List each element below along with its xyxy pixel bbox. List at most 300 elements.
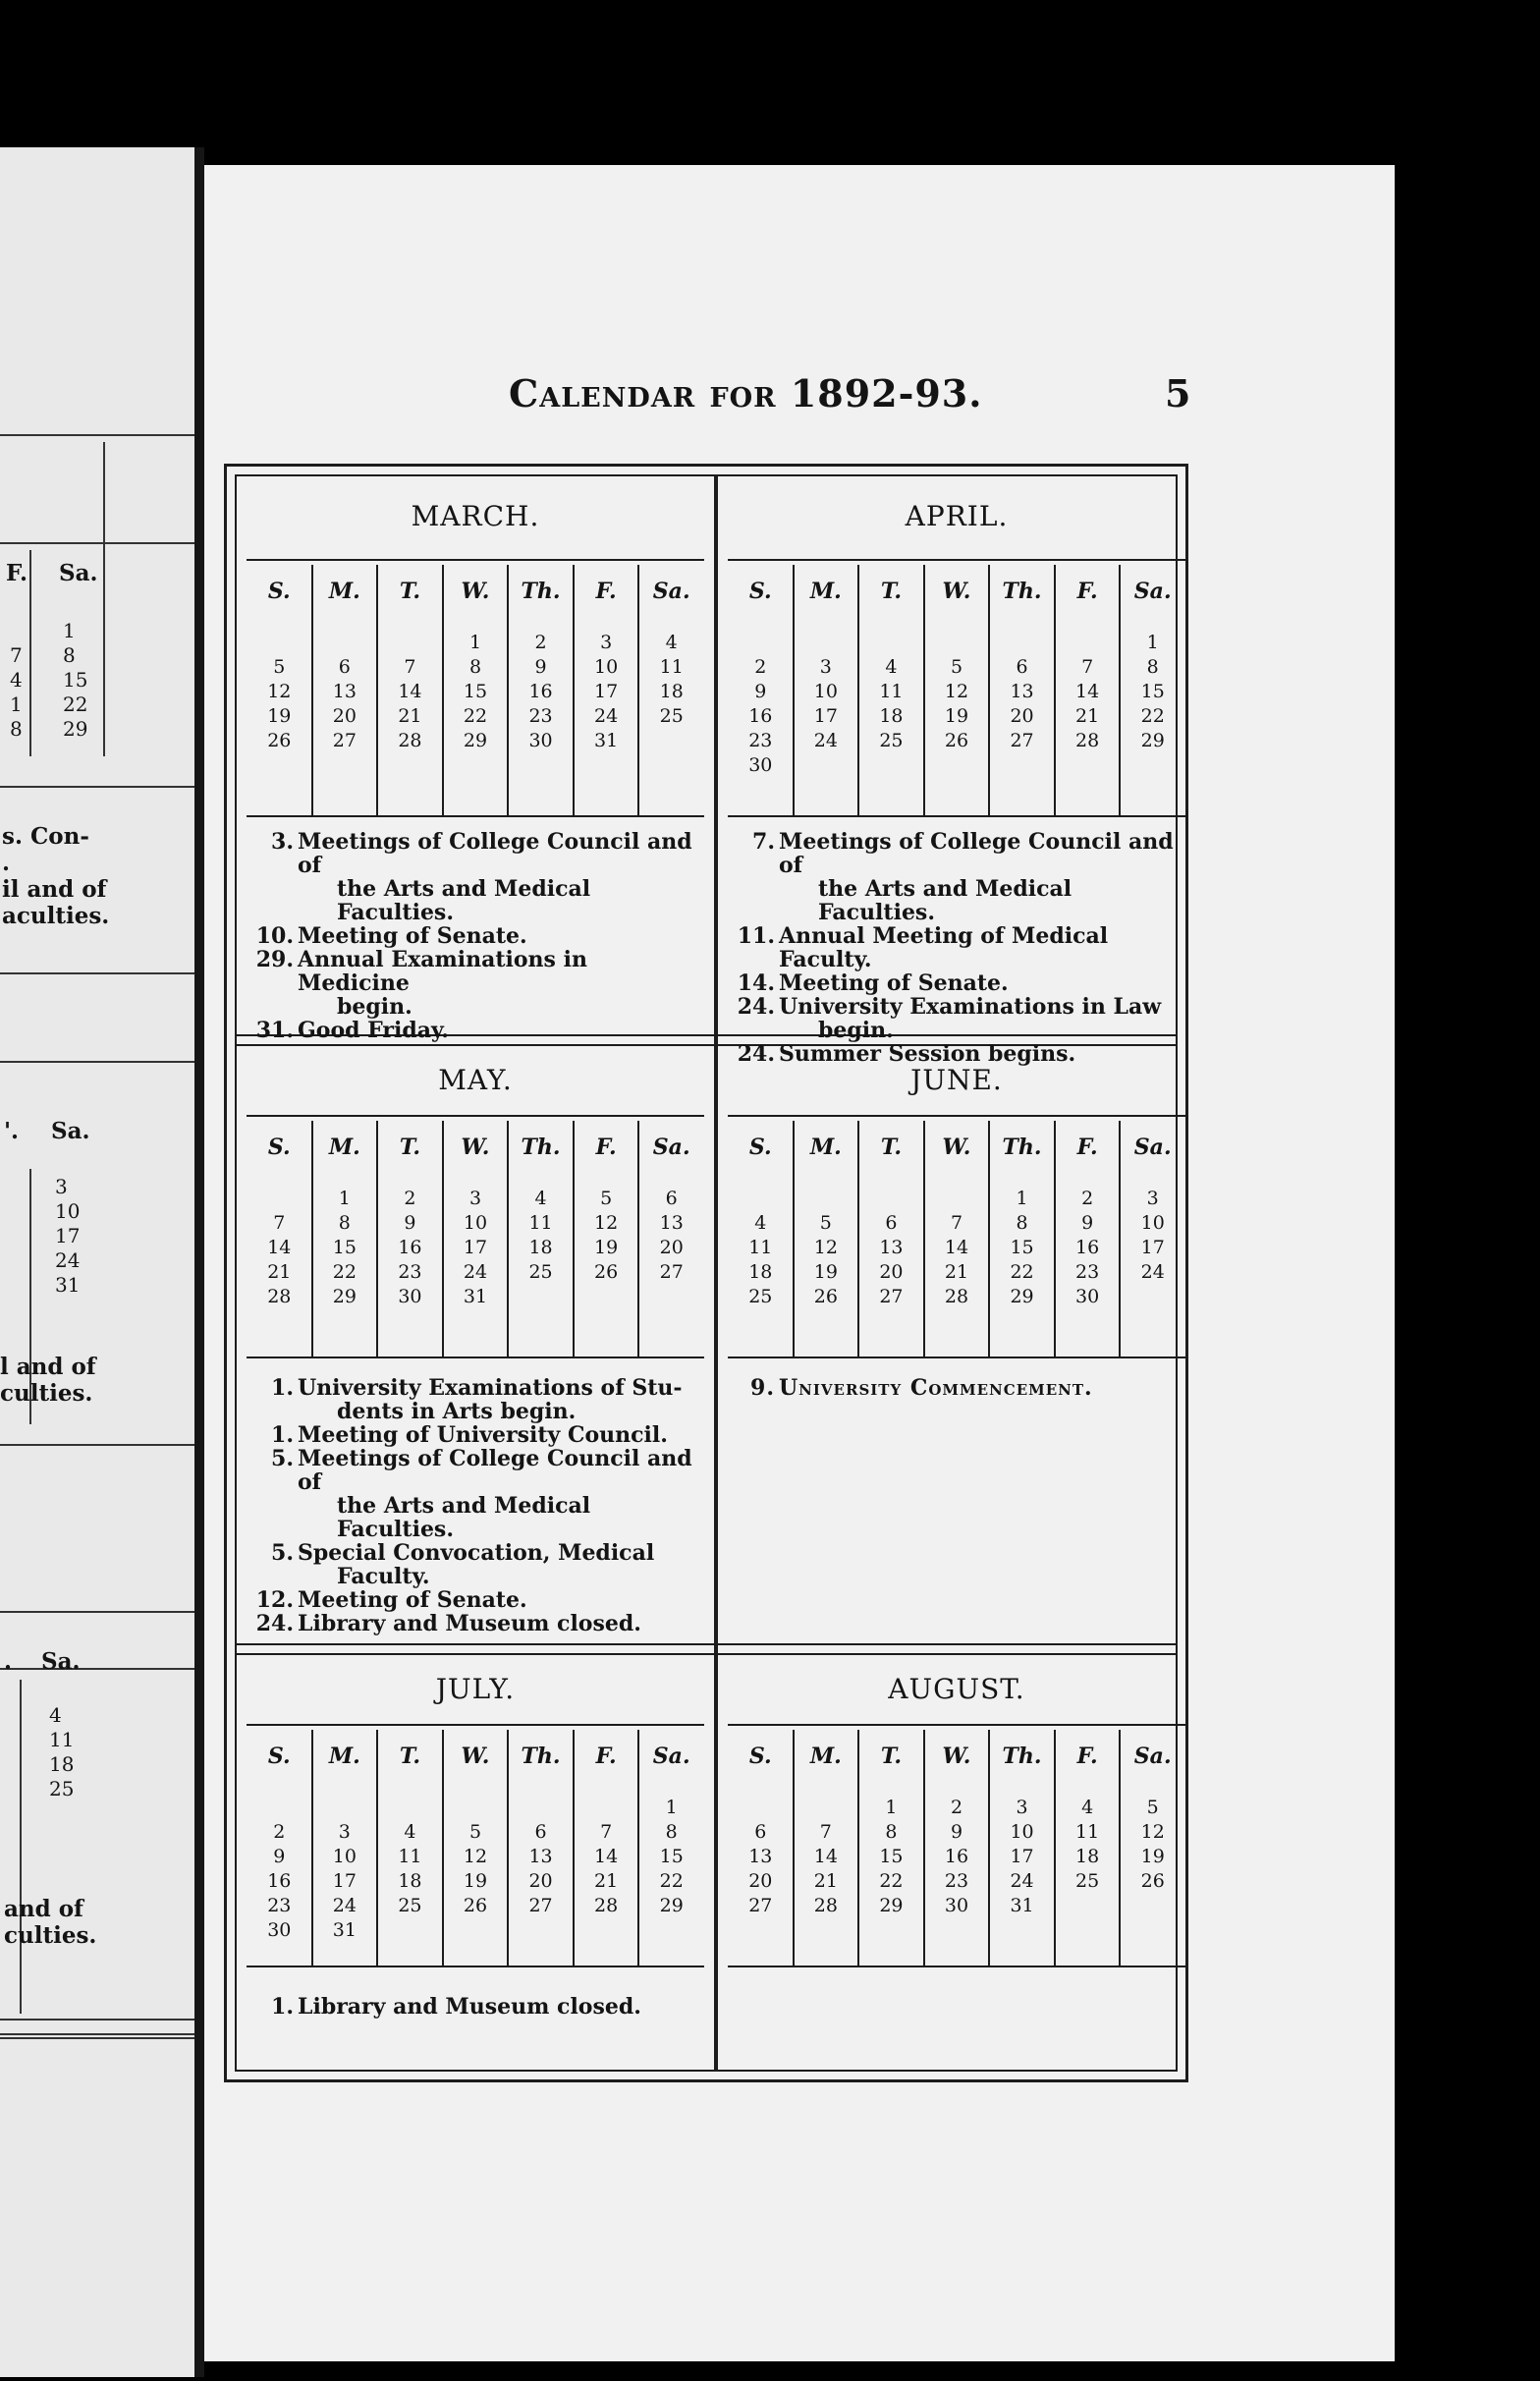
weekday-column xyxy=(247,1730,312,1966)
strip-event-text: . xyxy=(2,850,11,876)
weekday-column xyxy=(574,1121,639,1357)
grid-bottom-rule xyxy=(728,815,1185,817)
day-number: 30 xyxy=(748,754,773,776)
day-number: 9 xyxy=(754,681,767,702)
weekday-column xyxy=(858,1121,924,1357)
day-number: 19 xyxy=(267,705,292,727)
event-text: the Arts and Medical Faculties. xyxy=(337,876,591,925)
day-number: 29 xyxy=(332,1286,357,1307)
event-item xyxy=(254,1612,704,1635)
strip-day-number: 15 xyxy=(63,668,88,692)
month-title: MAY. xyxy=(438,1064,513,1096)
weekday-column xyxy=(728,1730,794,1966)
day-number: 20 xyxy=(659,1237,684,1258)
event-item xyxy=(254,1995,704,2019)
day-number: 10 xyxy=(463,1212,488,1234)
month-title: APRIL. xyxy=(905,500,1009,532)
weekday-header: F. xyxy=(595,579,617,604)
day-grid xyxy=(247,565,704,815)
day-number: 7 xyxy=(404,656,416,678)
day-number: 8 xyxy=(1016,1212,1028,1234)
day-number: 25 xyxy=(879,730,904,751)
weekday-column xyxy=(728,1121,794,1357)
day-number: 16 xyxy=(748,705,773,727)
day-number: 23 xyxy=(944,1870,969,1892)
day-number: 17 xyxy=(1010,1846,1034,1867)
strip-day-number: 4 xyxy=(49,1703,62,1727)
day-number: 11 xyxy=(398,1846,422,1867)
event-day: 14. xyxy=(737,970,775,996)
day-grid xyxy=(728,1730,1185,1966)
day-number: 2 xyxy=(1081,1188,1094,1209)
day-number: 13 xyxy=(528,1846,553,1867)
day-number: 7 xyxy=(1081,656,1094,678)
strip-day-number: 31 xyxy=(55,1273,81,1297)
event-day: 5. xyxy=(271,1446,294,1471)
day-number: 9 xyxy=(534,656,547,678)
strip-day-number: 8 xyxy=(63,643,76,667)
event-day: 1. xyxy=(271,1375,294,1401)
weekday-header: Sa. xyxy=(1133,579,1172,604)
day-number: 1 xyxy=(468,632,482,653)
day-number: 4 xyxy=(665,632,678,653)
weekday-header: Th. xyxy=(521,579,561,604)
event-day: 11. xyxy=(737,923,775,949)
weekday-header: Sa. xyxy=(1133,1135,1172,1160)
day-number: 21 xyxy=(398,705,422,727)
weekday-header: F. xyxy=(1076,1135,1098,1160)
event-text: Faculty. xyxy=(337,1564,430,1589)
day-number: 28 xyxy=(1075,730,1100,751)
weekday-header: F. xyxy=(1076,1744,1098,1769)
event-text: Meeting of University Council. xyxy=(298,1422,668,1448)
day-number: 6 xyxy=(754,1821,767,1843)
strip-day-number: 1 xyxy=(63,619,76,642)
page-number: 5 xyxy=(1165,371,1191,415)
strip-day-header: . xyxy=(4,1648,13,1675)
weekday-header: S. xyxy=(267,1135,291,1160)
day-number: 2 xyxy=(273,1821,286,1843)
day-number: 4 xyxy=(1081,1797,1094,1818)
day-number: 3 xyxy=(468,1188,482,1209)
event-text: Meeting of Senate. xyxy=(298,1587,527,1613)
weekday-header: M. xyxy=(809,579,842,604)
weekday-column xyxy=(1055,1730,1121,1966)
day-number: 21 xyxy=(267,1261,292,1283)
day-number: 30 xyxy=(1075,1286,1100,1307)
day-number: 7 xyxy=(950,1212,963,1234)
weekday-header: F. xyxy=(595,1135,617,1160)
event-text: Annual Meeting of Medical Faculty. xyxy=(779,923,1109,972)
month-title-rule xyxy=(728,559,1185,561)
day-number: 6 xyxy=(534,1821,547,1843)
day-number: 21 xyxy=(594,1870,619,1892)
day-number: 8 xyxy=(1146,656,1159,678)
event-text: Meetings of College Council and of xyxy=(298,829,692,878)
day-number: 9 xyxy=(404,1212,416,1234)
event-list xyxy=(736,1376,1185,1400)
day-number: 1 xyxy=(338,1188,351,1209)
month-block-june xyxy=(718,1042,1195,1643)
day-number: 24 xyxy=(332,1895,357,1916)
day-number: 14 xyxy=(813,1846,838,1867)
day-number: 7 xyxy=(819,1821,832,1843)
grid-bottom-rule xyxy=(728,1966,1185,1967)
weekday-header: S. xyxy=(267,1744,291,1769)
event-text: Meeting of Senate. xyxy=(779,970,1009,996)
grid-bottom-rule xyxy=(247,1966,704,1967)
day-number: 3 xyxy=(1016,1797,1028,1818)
day-number: 13 xyxy=(1010,681,1034,702)
day-number: 8 xyxy=(885,1821,898,1843)
day-number: 18 xyxy=(659,681,684,702)
weekday-header: T. xyxy=(880,1135,903,1160)
day-number: 23 xyxy=(398,1261,422,1283)
grid-bottom-rule xyxy=(728,1357,1185,1358)
event-day: 24. xyxy=(255,1611,294,1636)
day-number: 27 xyxy=(1010,730,1034,751)
event-text: Meetings of College Council and of xyxy=(779,829,1174,878)
day-number: 29 xyxy=(463,730,488,751)
month-title-rule xyxy=(247,559,704,561)
event-day: 24. xyxy=(737,994,775,1020)
weekday-header: Th. xyxy=(521,1744,561,1769)
weekday-header: M. xyxy=(328,1135,360,1160)
event-list xyxy=(736,830,1185,1066)
day-number: 18 xyxy=(748,1261,773,1283)
day-number: 16 xyxy=(267,1870,292,1892)
weekday-column xyxy=(858,1730,924,1966)
month-title: JULY. xyxy=(435,1673,516,1705)
day-number: 4 xyxy=(885,656,898,678)
day-number: 28 xyxy=(267,1286,292,1307)
weekday-header: Th. xyxy=(1002,579,1042,604)
weekday-column xyxy=(377,1121,443,1357)
strip-event-text: l and of xyxy=(0,1354,96,1380)
day-number: 17 xyxy=(1140,1237,1165,1258)
weekday-column xyxy=(1055,1121,1121,1357)
strip-event-text: aculties. xyxy=(2,903,110,929)
day-number: 24 xyxy=(463,1261,488,1283)
event-item xyxy=(736,971,1185,995)
day-number: 24 xyxy=(1140,1261,1165,1283)
weekday-header: T. xyxy=(399,1135,421,1160)
day-number: 18 xyxy=(879,705,904,727)
day-number: 10 xyxy=(594,656,619,678)
day-number: 6 xyxy=(665,1188,678,1209)
weekday-header: T. xyxy=(880,1744,903,1769)
day-number: 17 xyxy=(813,705,838,727)
day-number: 23 xyxy=(528,705,553,727)
weekday-header: M. xyxy=(809,1135,842,1160)
day-number: 19 xyxy=(463,1870,488,1892)
day-number: 28 xyxy=(594,1895,619,1916)
day-number: 20 xyxy=(528,1870,553,1892)
strip-rule xyxy=(0,1061,194,1063)
event-day: 5. xyxy=(271,1540,294,1566)
day-number: 7 xyxy=(600,1821,613,1843)
day-number: 28 xyxy=(398,730,422,751)
strip-column-rule xyxy=(20,1680,22,2014)
month-block-may xyxy=(237,1042,714,1643)
event-text: Special Convocation, Medical xyxy=(298,1540,655,1566)
strip-rule xyxy=(0,786,194,788)
day-number: 9 xyxy=(950,1821,963,1843)
day-number: 12 xyxy=(944,681,969,702)
weekday-column xyxy=(312,565,378,815)
day-number: 7 xyxy=(273,1212,286,1234)
day-number: 27 xyxy=(879,1286,904,1307)
strip-rule xyxy=(0,1444,194,1446)
day-number: 3 xyxy=(1146,1188,1159,1209)
strip-day-number: 29 xyxy=(63,717,88,741)
day-number: 12 xyxy=(594,1212,619,1234)
weekday-column xyxy=(728,565,794,815)
calendar-inner-frame xyxy=(235,474,1178,2072)
event-item xyxy=(736,995,1185,1042)
event-item xyxy=(254,1019,704,1042)
strip-day-header: Sa. xyxy=(51,1118,90,1144)
strip-day-number: 8 xyxy=(10,717,23,741)
day-number: 3 xyxy=(600,632,613,653)
day-number: 15 xyxy=(463,681,488,702)
event-list xyxy=(254,1376,704,1635)
day-number: 31 xyxy=(332,1919,357,1941)
day-number: 15 xyxy=(659,1846,684,1867)
event-text: Good Friday. xyxy=(298,1018,449,1043)
weekday-column xyxy=(989,565,1055,815)
strip-rule xyxy=(0,2037,194,2039)
event-item xyxy=(254,1541,704,1588)
weekday-column xyxy=(989,1730,1055,1966)
day-number: 22 xyxy=(463,705,488,727)
day-number: 26 xyxy=(267,730,292,751)
day-number: 6 xyxy=(1016,656,1028,678)
strip-event-text: s. Con- xyxy=(2,823,89,850)
strip-event-text: and of xyxy=(4,1896,83,1922)
weekday-column xyxy=(924,1730,990,1966)
weekday-column xyxy=(794,1121,859,1357)
day-number: 15 xyxy=(879,1846,904,1867)
day-number: 22 xyxy=(659,1870,684,1892)
day-number: 2 xyxy=(754,656,767,678)
day-number: 2 xyxy=(534,632,547,653)
day-number: 18 xyxy=(398,1870,422,1892)
day-number: 23 xyxy=(1075,1261,1100,1283)
event-text: begin. xyxy=(337,994,412,1020)
event-item xyxy=(736,830,1185,924)
day-number: 19 xyxy=(944,705,969,727)
weekday-header: Sa. xyxy=(652,1744,690,1769)
day-number: 8 xyxy=(338,1212,351,1234)
day-number: 22 xyxy=(1010,1261,1034,1283)
day-number: 5 xyxy=(950,656,963,678)
day-number: 5 xyxy=(1146,1797,1159,1818)
grid-bottom-rule xyxy=(247,1357,704,1358)
day-number: 17 xyxy=(463,1237,488,1258)
day-number: 12 xyxy=(1140,1821,1165,1843)
day-number: 27 xyxy=(528,1895,553,1916)
event-text: Library and Museum closed. xyxy=(298,1611,641,1636)
weekday-header: W. xyxy=(942,579,971,604)
day-number: 11 xyxy=(879,681,904,702)
day-number: 15 xyxy=(1140,681,1165,702)
day-number: 26 xyxy=(463,1895,488,1916)
day-number: 19 xyxy=(594,1237,619,1258)
event-text: Meetings of College Council and of xyxy=(298,1446,692,1495)
month-title-rule xyxy=(247,1724,704,1726)
day-number: 18 xyxy=(528,1237,553,1258)
day-number: 20 xyxy=(879,1261,904,1283)
day-number: 2 xyxy=(404,1188,416,1209)
weekday-header: S. xyxy=(748,1135,772,1160)
day-number: 16 xyxy=(528,681,553,702)
day-number: 22 xyxy=(332,1261,357,1283)
strip-day-number: 24 xyxy=(55,1248,81,1272)
day-number: 13 xyxy=(332,681,357,702)
strip-day-number: 18 xyxy=(49,1752,75,1776)
day-number: 16 xyxy=(944,1846,969,1867)
day-number: 28 xyxy=(813,1895,838,1916)
weekday-column xyxy=(377,1730,443,1966)
day-number: 25 xyxy=(528,1261,553,1283)
weekday-header: Sa. xyxy=(1133,1744,1172,1769)
weekday-column xyxy=(247,565,312,815)
event-day: 24. xyxy=(737,1041,775,1067)
event-text: begin. xyxy=(818,1018,894,1043)
event-text: the Arts and Medical Faculties. xyxy=(818,876,1072,925)
strip-column-rule xyxy=(29,550,31,756)
weekday-column xyxy=(1055,565,1121,815)
weekday-header: W. xyxy=(942,1744,971,1769)
page-header xyxy=(204,371,1395,430)
day-number: 10 xyxy=(1140,1212,1165,1234)
weekday-column xyxy=(858,565,924,815)
month-title-rule xyxy=(728,1724,1185,1726)
event-day: 10. xyxy=(255,923,294,949)
weekday-header: M. xyxy=(328,579,360,604)
weekday-header: W. xyxy=(461,1135,490,1160)
event-item xyxy=(254,1588,704,1612)
strip-column-rule xyxy=(103,442,105,756)
weekday-header: Sa. xyxy=(652,1135,690,1160)
day-number: 11 xyxy=(1075,1821,1100,1843)
month-title: AUGUST. xyxy=(888,1673,1025,1705)
day-number: 24 xyxy=(1010,1870,1034,1892)
day-number: 1 xyxy=(1146,632,1159,653)
weekday-header: F. xyxy=(595,1744,617,1769)
strip-day-number: 22 xyxy=(63,692,88,716)
previous-page-strip xyxy=(0,147,204,2377)
event-item xyxy=(254,1423,704,1447)
day-number: 20 xyxy=(748,1870,773,1892)
event-text: Annual Examinations in Medicine xyxy=(298,947,587,996)
day-grid xyxy=(728,1121,1185,1357)
day-number: 14 xyxy=(267,1237,292,1258)
weekday-header: W. xyxy=(942,1135,971,1160)
day-number: 6 xyxy=(338,656,351,678)
day-number: 10 xyxy=(813,681,838,702)
day-number: 11 xyxy=(528,1212,553,1234)
day-number: 5 xyxy=(819,1212,832,1234)
month-block-august xyxy=(718,1651,1195,2074)
day-number: 25 xyxy=(1075,1870,1100,1892)
weekday-column xyxy=(574,565,639,815)
strip-rule xyxy=(0,434,194,436)
day-number: 14 xyxy=(944,1237,969,1258)
weekday-header: T. xyxy=(880,579,903,604)
page-title: Calendar for 1892-93. xyxy=(509,371,983,415)
weekday-column xyxy=(794,1730,859,1966)
weekday-column xyxy=(794,565,859,815)
day-grid xyxy=(728,565,1185,815)
event-item xyxy=(254,1447,704,1541)
event-day: 31. xyxy=(255,1018,294,1043)
day-number: 1 xyxy=(885,1797,898,1818)
day-number: 11 xyxy=(748,1237,773,1258)
weekday-header: Th. xyxy=(521,1135,561,1160)
strip-day-header: '. xyxy=(4,1118,20,1144)
weekday-column xyxy=(924,565,990,815)
day-grid xyxy=(247,1121,704,1357)
month-block-april xyxy=(718,476,1195,1067)
day-number: 25 xyxy=(748,1286,773,1307)
day-number: 26 xyxy=(594,1261,619,1283)
strip-day-number: 10 xyxy=(55,1199,81,1223)
day-number: 31 xyxy=(463,1286,488,1307)
event-list xyxy=(254,830,704,1042)
day-number: 17 xyxy=(594,681,619,702)
event-text: Summer Session begins. xyxy=(779,1041,1076,1067)
day-number: 30 xyxy=(398,1286,422,1307)
day-number: 14 xyxy=(594,1846,619,1867)
day-number: 13 xyxy=(659,1212,684,1234)
month-title: MARCH. xyxy=(411,500,540,532)
day-number: 20 xyxy=(1010,705,1034,727)
day-number: 5 xyxy=(600,1188,613,1209)
weekday-column xyxy=(312,1730,378,1966)
event-text: Meeting of Senate. xyxy=(298,923,527,949)
day-number: 31 xyxy=(594,730,619,751)
day-number: 24 xyxy=(813,730,838,751)
weekday-column xyxy=(312,1121,378,1357)
weekday-column xyxy=(638,1121,704,1357)
weekday-header: S. xyxy=(748,1744,772,1769)
weekday-column xyxy=(574,1730,639,1966)
day-number: 30 xyxy=(944,1895,969,1916)
month-title-rule xyxy=(247,1115,704,1117)
strip-day-number: 1 xyxy=(10,692,23,716)
strip-rule xyxy=(0,2033,194,2035)
event-item xyxy=(254,830,704,924)
day-number: 9 xyxy=(1081,1212,1094,1234)
day-number: 5 xyxy=(468,1821,482,1843)
day-number: 13 xyxy=(879,1237,904,1258)
month-block-july xyxy=(237,1651,714,2074)
weekday-column xyxy=(443,1121,509,1357)
strip-day-number: 25 xyxy=(49,1777,75,1800)
day-number: 3 xyxy=(338,1821,351,1843)
weekday-column xyxy=(508,1730,574,1966)
weekday-column xyxy=(1120,565,1185,815)
strip-event-text: culties. xyxy=(0,1380,93,1407)
weekday-column xyxy=(508,565,574,815)
event-item xyxy=(736,924,1185,971)
strip-day-number: 4 xyxy=(10,668,23,692)
event-list xyxy=(254,1995,704,2019)
day-number: 21 xyxy=(813,1870,838,1892)
day-number: 22 xyxy=(879,1870,904,1892)
